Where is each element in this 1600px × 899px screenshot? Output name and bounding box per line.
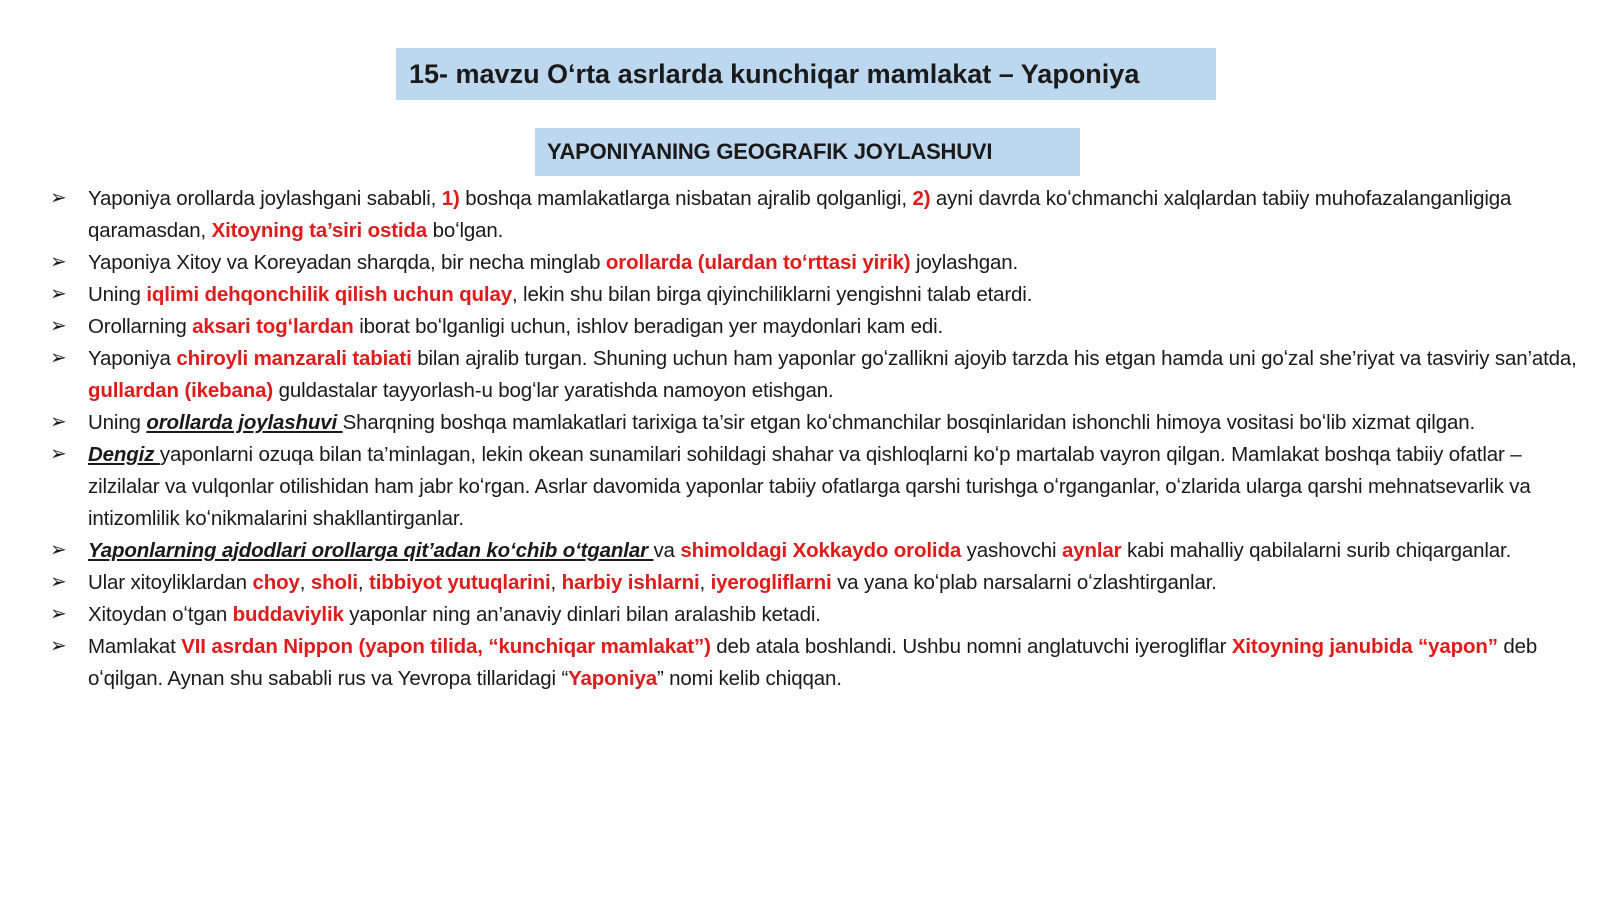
body-text: yaponlar ning an’anaviy dinlari bilan aralashib ketadi. (343, 603, 821, 626)
bullet-arrow-icon: ➢ (50, 187, 67, 209)
body-text: Yaponiya Xitoy va Koreyadan sharqda, bir necha minglab (88, 251, 606, 274)
highlight-text: buddaviylik (232, 603, 344, 626)
highlight-text: aynlar (1062, 539, 1122, 562)
emphasis-text: Dengiz (88, 443, 160, 466)
bullet-arrow-icon: ➢ (50, 603, 67, 625)
body-text: deb oʻqilgan. Aynan shu sababli rus va Yevropa tillaridagi “ (88, 635, 1538, 690)
body-text: joylashgan. (910, 251, 1019, 274)
body-text: Ular xitoyliklardan (88, 571, 253, 594)
body-text: , (299, 571, 311, 594)
title-banner (396, 48, 1216, 100)
body-text: boshqa mamlakatlarga nisbatan ajralib qolganligi, (459, 187, 913, 210)
body-text: deb atala boshlandi. Ushbu nomni anglatuvchi iyerogliflar (710, 635, 1232, 658)
highlight-text: 1) (441, 187, 460, 210)
highlight-text: VII asrdan Nippon (yapon tilida, “kunchiqar mamlakat”) (181, 635, 711, 658)
bullet-item (50, 567, 1585, 599)
body-text: Sharqning boshqa mamlakatlari tarixiga ta’sir etgan koʻchmanchilar bosqinlaridan ishonchli himoya vositasi boʻlib xizmat qilgan. (342, 411, 1476, 434)
body-text: bilan ajralib turgan. Shuning uchun ham yaponlar goʻzallikni ajoyib tarzda his etgan hamda uni goʻzal she’riyat va tasviriy san’atda, (411, 347, 1577, 370)
body-text: , (699, 571, 711, 594)
body-text: Yaponiya (88, 347, 177, 370)
bullet-arrow-icon: ➢ (50, 411, 67, 433)
emphasis-text: orollarda joylashuvi (146, 411, 343, 434)
body-text: Uning (88, 283, 147, 306)
highlight-text: aksari togʻlardan (192, 315, 354, 338)
highlight-text: Yaponiya (568, 667, 657, 690)
body-text: Yaponiya orollarda joylashgani sababli, (88, 187, 442, 210)
bullet-item (50, 343, 1585, 407)
bullet-item (50, 439, 1585, 535)
body-text: yaponlarni ozuqa bilan ta’minlagan, lekin okean sunamilari sohildagi shahar va qishloqlarni koʻp martalab vayron qilgan. Mamlakat boshqa tabiiy ofatlar – zilzilalar va vulqonlar otilishidan ham jabr koʻrgan. Asrlar davomida yaponlar tabiiy ofatlarga qarshi turishga oʻrganganlar, oʻzlarida ularga qarshi mehnatsevarlik va intizomlilik koʻnikmalarini shakllantirganlar. (88, 443, 1531, 530)
bullet-arrow-icon: ➢ (50, 347, 67, 369)
body-text: ayni davrda koʻchmanchi xalqlardan tabiiy muhofazalanganligiga qaramasdan, (88, 187, 1512, 242)
emphasis-text: Yaponlarning ajdodlari orollarga qit’adan koʻchib oʻtganlar (88, 539, 654, 562)
highlight-text: gullardan (ikebana) (88, 379, 274, 402)
highlight-text: Xitoyning janubida “yapon” (1231, 635, 1498, 658)
body-text: Mamlakat (88, 635, 182, 658)
body-text: boʻlgan. (427, 219, 504, 242)
highlight-text: iqlimi dehqonchilik qilish uchun qulay (146, 283, 512, 306)
body-text: guldastalar tayyorlash-u bogʻlar yaratishda namoyon etishgan. (273, 379, 834, 402)
body-text: kabi mahalliy qabilalarni surib chiqarganlar. (1121, 539, 1512, 562)
body-text: Uning (88, 411, 147, 434)
bullet-arrow-icon: ➢ (50, 571, 67, 593)
bullet-item (50, 311, 1585, 343)
body-text: iborat boʻlganligi uchun, ishlov beradigan yer maydonlari kam edi. (353, 315, 944, 338)
body-text: yashovchi (961, 539, 1062, 562)
bullet-arrow-icon: ➢ (50, 315, 67, 337)
highlight-text: chiroyli manzarali tabiati (176, 347, 412, 370)
bullet-item (50, 183, 1585, 247)
highlight-text: iyerogliflarni (710, 571, 832, 594)
body-text: Xitoydan oʻtgan (88, 603, 233, 626)
body-text: , lekin shu bilan birga qiyinchiliklarni yengishni talab etardi. (511, 283, 1033, 306)
highlight-text: 2) (912, 187, 931, 210)
highlight-text: choy (252, 571, 300, 594)
body-text: ” nomi kelib chiqqan. (656, 667, 842, 690)
body-text: , (550, 571, 562, 594)
bullet-item (50, 631, 1585, 695)
bullet-item (50, 247, 1585, 279)
bullet-item (50, 279, 1585, 311)
section-heading: YAPONIYANING GEOGRAFIK JOYLASHUVI (547, 139, 993, 164)
body-text: Orollarning (88, 315, 193, 338)
highlight-text: orollarda (ulardan toʻrttasi yirik) (605, 251, 911, 274)
highlight-text: sholi (310, 571, 358, 594)
subtitle-banner (535, 128, 1080, 176)
highlight-text: Xitoyning ta’siri ostida (211, 219, 428, 242)
body-text: va yana koʻplab narsalarni oʻzlashtirganlar. (831, 571, 1217, 594)
bullet-arrow-icon: ➢ (50, 443, 67, 465)
bullet-arrow-icon: ➢ (50, 283, 67, 305)
bullet-arrow-icon: ➢ (50, 251, 67, 273)
bullet-item (50, 535, 1585, 567)
bullet-arrow-icon: ➢ (50, 635, 67, 657)
page-title: 15- mavzu Oʻrta asrlarda kunchiqar mamlakat – Yaponiya (409, 58, 1140, 89)
highlight-text: tibbiyot yutuqlarini (369, 571, 551, 594)
highlight-text: harbiy ishlarni (561, 571, 700, 594)
bullet-item (50, 407, 1585, 439)
highlight-text: shimoldagi Xokkaydo orolida (680, 539, 962, 562)
bullet-arrow-icon: ➢ (50, 539, 67, 561)
body-text: va (653, 539, 681, 562)
bullet-item (50, 599, 1585, 631)
bullet-list (50, 183, 1585, 695)
body-text: , (357, 571, 370, 594)
